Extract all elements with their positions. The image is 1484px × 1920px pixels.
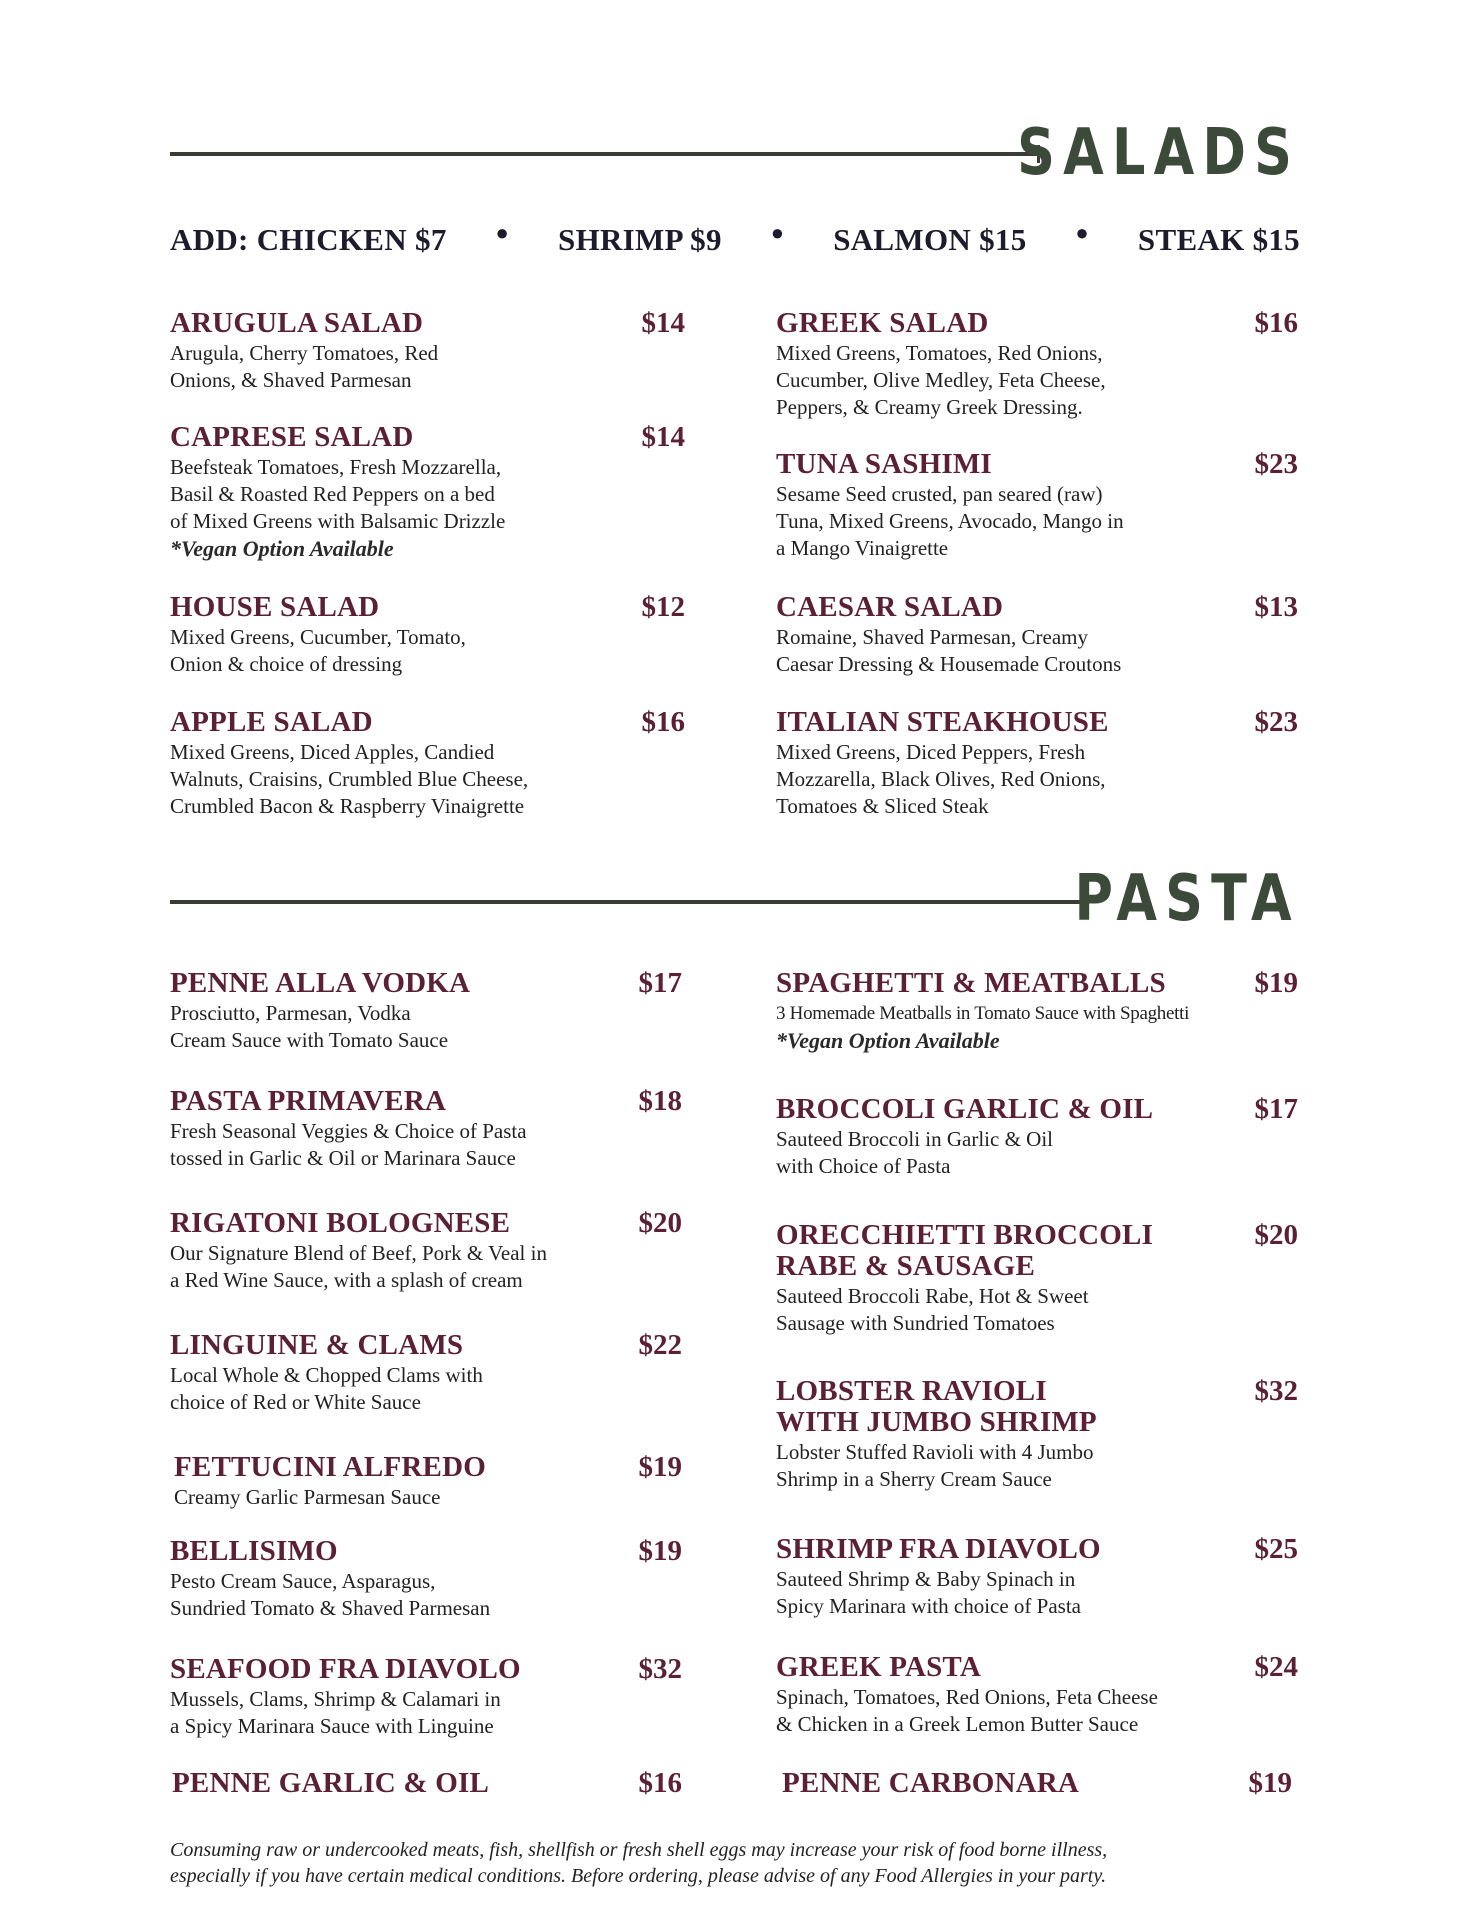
item-name: ORECCHIETTI BROCCOLI — [776, 1219, 1154, 1251]
item-price: $17 — [1254, 1093, 1298, 1125]
pasta-header — [170, 864, 1300, 934]
allergy-disclaimer — [170, 1837, 1300, 1889]
menu-item — [776, 449, 1298, 562]
item-description: Beefsteak Tomatoes, Fresh Mozzarella, Basil & Roasted Red Peppers on a bed of Mixed Greens with Balsamic Drizzle — [170, 455, 506, 533]
vegan-note: *Vegan Option Available — [170, 536, 394, 561]
item-price: $25 — [1254, 1533, 1298, 1565]
menu-item — [776, 592, 1298, 678]
item-price: $23 — [1254, 706, 1298, 738]
item-price: $14 — [641, 307, 685, 339]
salads-title: SALADS — [1016, 116, 1300, 190]
menu-item — [170, 422, 685, 563]
item-description: Arugula, Cherry Tomatoes, Red Onions, & Shaved Parmesan — [170, 341, 439, 392]
item-description: Sauteed Broccoli in Garlic & Oil with Choice of Pasta — [776, 1127, 1054, 1178]
addon-shrimp: SHRIMP $9 — [558, 222, 722, 257]
item-price: $16 — [1254, 307, 1298, 339]
addon-salmon: SALMON $15 — [833, 222, 1027, 257]
bullet-separator: ● — [1075, 220, 1090, 245]
item-description: Sesame Seed crusted, pan seared (raw) Tuna, Mixed Greens, Avocado, Mango in a Mango Vinaigrette — [776, 482, 1124, 560]
item-name: LINGUINE & CLAMS — [170, 1329, 464, 1361]
item-price: $16 — [638, 1767, 682, 1799]
item-description: Lobster Stuffed Ravioli with 4 Jumbo Shrimp in a Sherry Cream Sauce — [776, 1440, 1094, 1491]
disclaimer-line: Consuming raw or undercooked meats, fish, shellfish or fresh shell eggs may increase your risk of food borne illness, — [170, 1839, 1108, 1861]
menu-item — [776, 1220, 1298, 1337]
item-description: Fresh Seasonal Veggies & Choice of Pasta tossed in Garlic & Oil or Marinara Sauce — [170, 1119, 527, 1170]
bullet-separator: ● — [770, 220, 785, 245]
item-price: $18 — [638, 1085, 682, 1117]
item-price: $19 — [638, 1535, 682, 1567]
pasta-rule — [170, 900, 1088, 904]
item-price: $17 — [638, 967, 682, 999]
menu-item — [782, 1768, 1292, 1799]
menu-item — [776, 968, 1298, 1055]
menu-item — [776, 1376, 1298, 1493]
item-price: $16 — [641, 706, 685, 738]
menu-item — [172, 1768, 684, 1799]
item-description: Sauteed Broccoli Rabe, Hot & Sweet Sausage with Sundried Tomatoes — [776, 1284, 1089, 1335]
item-description: Local Whole & Chopped Clams with choice of Red or White Sauce — [170, 1363, 483, 1414]
item-description: Spinach, Tomatoes, Red Onions, Feta Cheese & Chicken in a Greek Lemon Butter Sauce — [776, 1685, 1158, 1736]
item-name: CAPRESE SALAD — [170, 421, 414, 453]
item-name: SHRIMP FRA DIAVOLO — [776, 1533, 1101, 1565]
menu-item — [170, 707, 685, 820]
item-description: Sauteed Shrimp & Baby Spinach in Spicy Marinara with choice of Pasta — [776, 1567, 1081, 1618]
item-price: $32 — [1254, 1375, 1298, 1407]
addon-chicken: ADD: CHICKEN $7 — [170, 222, 447, 257]
item-price: $20 — [1254, 1219, 1298, 1251]
item-description: Pesto Cream Sauce, Asparagus, Sundried Tomato & Shaved Parmesan — [170, 1569, 491, 1620]
item-name: CAESAR SALAD — [776, 591, 1004, 623]
item-name: TUNA SASHIMI — [776, 448, 992, 480]
item-name: GREEK SALAD — [776, 307, 989, 339]
item-description: Romaine, Shaved Parmesan, Creamy Caesar Dressing & Housemade Croutons — [776, 625, 1122, 676]
item-price: $13 — [1254, 591, 1298, 623]
item-name: ITALIAN STEAKHOUSE — [776, 706, 1109, 738]
item-name: PENNE ALLA VODKA — [170, 967, 471, 999]
menu-item — [170, 968, 682, 1054]
addons-line — [170, 222, 1300, 258]
item-price: $12 — [641, 591, 685, 623]
item-description: Mixed Greens, Tomatoes, Red Onions, Cucumber, Olive Medley, Feta Cheese, Peppers, & Creamy Greek Dressing. — [776, 341, 1106, 419]
item-name: PASTA PRIMAVERA — [170, 1085, 447, 1117]
item-name: ARUGULA SALAD — [170, 307, 424, 339]
menu-item — [776, 707, 1298, 820]
item-name-line2: WITH JUMBO SHRIMP — [776, 1406, 1097, 1438]
item-price: $32 — [638, 1653, 682, 1685]
item-price: $14 — [641, 421, 685, 453]
item-price: $19 — [1248, 1767, 1292, 1799]
item-description: Mixed Greens, Diced Apples, Candied Walnuts, Craisins, Crumbled Blue Cheese, Crumbled Bacon & Raspberry Vinaigrette — [170, 740, 529, 818]
item-name: PENNE CARBONARA — [782, 1767, 1080, 1799]
menu-item — [174, 1452, 686, 1511]
item-price: $24 — [1254, 1651, 1298, 1683]
item-name: BROCCOLI GARLIC & OIL — [776, 1093, 1154, 1125]
item-price: $19 — [638, 1451, 682, 1483]
menu-item — [170, 1536, 682, 1622]
item-name: SEAFOOD FRA DIAVOLO — [170, 1653, 521, 1685]
item-description: 3 Homemade Meatballs in Tomato Sauce with Spaghetti — [776, 1003, 1190, 1024]
item-description: Mixed Greens, Diced Peppers, Fresh Mozzarella, Black Olives, Red Onions, Tomatoes & Sliced Steak — [776, 740, 1106, 818]
item-description: Creamy Garlic Parmesan Sauce — [174, 1485, 441, 1509]
menu-item — [170, 1330, 682, 1416]
item-name: SPAGHETTI & MEATBALLS — [776, 967, 1166, 999]
item-description: Prosciutto, Parmesan, Vodka Cream Sauce with Tomato Sauce — [170, 1001, 449, 1052]
disclaimer-line: especially if you have certain medical conditions. Before ordering, please advise of any Food Allergies in your party. — [170, 1865, 1107, 1887]
item-price: $23 — [1254, 448, 1298, 480]
item-description: Mussels, Clams, Shrimp & Calamari in a Spicy Marinara Sauce with Linguine — [170, 1687, 501, 1738]
menu-item — [170, 1654, 682, 1740]
salads-rule — [170, 152, 1040, 156]
item-name: FETTUCINI ALFREDO — [174, 1451, 486, 1483]
bullet-separator: ● — [495, 220, 510, 245]
item-name: LOBSTER RAVIOLI — [776, 1375, 1047, 1407]
item-name: HOUSE SALAD — [170, 591, 380, 623]
addon-steak: STEAK $15 — [1137, 222, 1300, 257]
item-description: Mixed Greens, Cucumber, Tomato, Onion & choice of dressing — [170, 625, 466, 676]
menu-item — [170, 1086, 682, 1172]
menu-item — [776, 1652, 1298, 1738]
item-price: $22 — [638, 1329, 682, 1361]
salads-header — [170, 118, 1300, 188]
menu-item — [170, 308, 685, 394]
menu-item — [776, 308, 1298, 421]
item-name: BELLISIMO — [170, 1535, 338, 1567]
item-name: APPLE SALAD — [170, 706, 373, 738]
menu-item — [776, 1534, 1298, 1620]
vegan-note: *Vegan Option Available — [776, 1028, 1000, 1053]
pasta-title: PASTA — [1074, 862, 1300, 936]
menu-item — [170, 592, 685, 678]
menu-item — [170, 1208, 682, 1294]
item-name: GREEK PASTA — [776, 1651, 981, 1683]
item-description: Our Signature Blend of Beef, Pork & Veal in a Red Wine Sauce, with a splash of cream — [170, 1241, 547, 1292]
item-name-line2: RABE & SAUSAGE — [776, 1250, 1036, 1282]
item-price: $19 — [1254, 967, 1298, 999]
item-name: PENNE GARLIC & OIL — [172, 1767, 489, 1799]
item-name: RIGATONI BOLOGNESE — [170, 1207, 511, 1239]
item-price: $20 — [638, 1207, 682, 1239]
menu-item — [776, 1094, 1298, 1180]
